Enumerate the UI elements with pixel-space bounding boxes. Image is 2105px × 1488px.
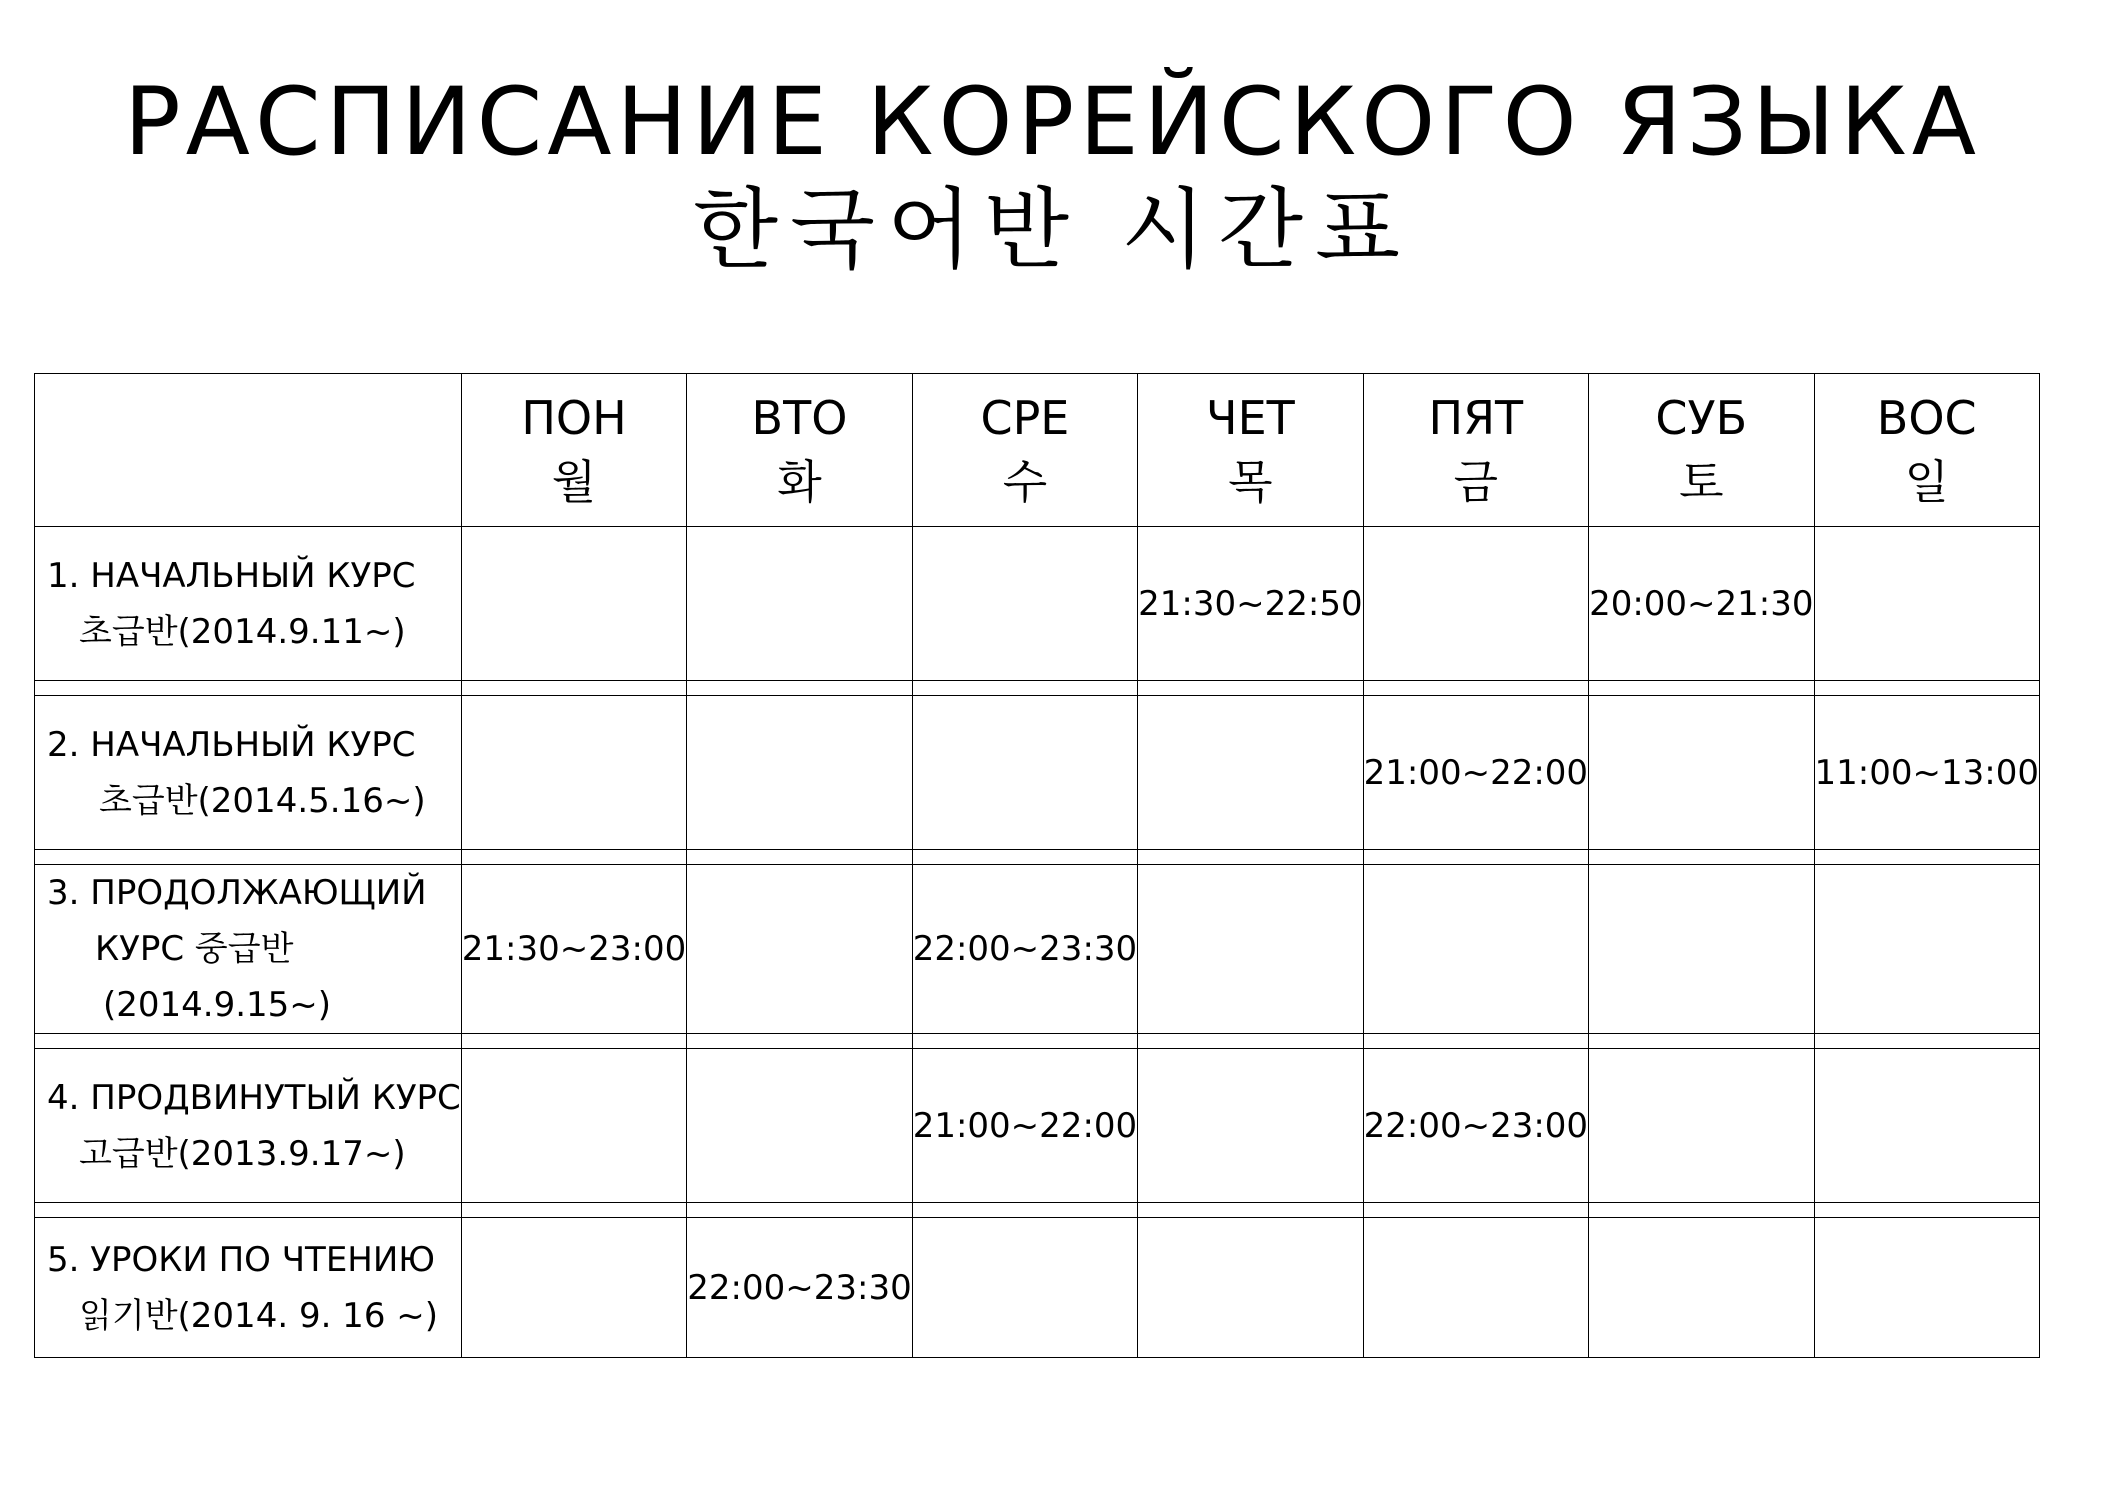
course-label xyxy=(35,865,462,1034)
time-cell xyxy=(912,527,1137,681)
day-ko: 금 xyxy=(1453,455,1499,509)
time-cell xyxy=(1814,1218,2039,1358)
time-cell xyxy=(1138,1218,1363,1358)
time-cell xyxy=(461,527,686,681)
course-label-line: 고급반(2013.9.17~) xyxy=(79,1133,406,1174)
day-ko: 일 xyxy=(1904,455,1949,509)
time-cell xyxy=(1363,527,1588,681)
day-ko: 월 xyxy=(551,455,597,509)
page-subtitle: 한국어반 시간표 xyxy=(692,178,1413,281)
time-cell: 11:00~13:00 xyxy=(1814,696,2039,850)
time-cell xyxy=(1138,1049,1363,1203)
course-row xyxy=(35,1049,2040,1203)
course-label xyxy=(35,1049,462,1203)
row-spacer xyxy=(35,1034,2040,1049)
time-cell xyxy=(687,1049,912,1203)
row-spacer xyxy=(35,681,2040,696)
header-row xyxy=(35,374,2040,527)
time-cell xyxy=(687,696,912,850)
time-cell: 20:00~21:30 xyxy=(1589,527,1814,681)
time-cell xyxy=(1363,865,1588,1034)
time-cell xyxy=(461,1049,686,1203)
time-cell xyxy=(1138,696,1363,850)
time-cell xyxy=(461,696,686,850)
course-row xyxy=(35,865,2040,1034)
time-cell: 21:00~22:00 xyxy=(1363,696,1588,850)
day-header-mon xyxy=(461,374,686,527)
course-label-line: 5. УРОКИ ПО ЧТЕНИЮ xyxy=(47,1239,436,1280)
day-header-fri xyxy=(1363,374,1588,527)
course-row xyxy=(35,527,2040,681)
time-cell xyxy=(1589,696,1814,850)
time-cell xyxy=(1589,1218,1814,1358)
course-label-line: 1. НАЧАЛЬНЫЙ КУРС xyxy=(47,555,416,596)
time-cell xyxy=(687,527,912,681)
time-cell xyxy=(912,696,1137,850)
day-ru: ВОС xyxy=(1876,391,1977,445)
time-cell: 22:00~23:30 xyxy=(687,1218,912,1358)
day-ru: ЧЕТ xyxy=(1206,391,1295,445)
time-cell xyxy=(1589,1049,1814,1203)
time-cell: 21:30~22:50 xyxy=(1138,527,1363,681)
time-cell xyxy=(1589,865,1814,1034)
day-header-thu xyxy=(1138,374,1363,527)
day-ru: ПОН xyxy=(521,391,627,445)
page-title: РАСПИСАНИЕ КОРЕЙСКОГО ЯЗЫКА xyxy=(123,68,1982,177)
course-label-line: 2. НАЧАЛЬНЫЙ КУРС xyxy=(47,724,416,765)
time-cell: 21:30~23:00 xyxy=(461,865,686,1034)
course-row xyxy=(35,696,2040,850)
course-label xyxy=(35,1218,462,1358)
time-cell: 22:00~23:00 xyxy=(1363,1049,1588,1203)
day-header-tue xyxy=(687,374,912,527)
day-ko: 토 xyxy=(1679,455,1724,509)
time-cell xyxy=(1363,1218,1588,1358)
day-ru: ВТО xyxy=(751,391,848,445)
course-row xyxy=(35,1218,2040,1358)
day-ko: 화 xyxy=(777,455,822,509)
day-header-sat xyxy=(1589,374,1814,527)
time-cell xyxy=(1138,865,1363,1034)
row-spacer xyxy=(35,1203,2040,1218)
header-corner-cell xyxy=(35,374,462,527)
day-ru: ПЯТ xyxy=(1428,391,1524,445)
day-header-sun xyxy=(1814,374,2039,527)
course-label-line: 4. ПРОДВИНУТЫЙ КУРС xyxy=(47,1077,461,1118)
day-ko: 수 xyxy=(1002,455,1048,509)
course-label xyxy=(35,527,462,681)
day-header-wed xyxy=(912,374,1137,527)
course-label-line: 초급반(2014.9.11~) xyxy=(79,611,406,652)
course-label xyxy=(35,696,462,850)
time-cell: 21:00~22:00 xyxy=(912,1049,1137,1203)
course-label-line: (2014.9.15~) xyxy=(103,985,332,1025)
day-ru: СУБ xyxy=(1655,391,1748,445)
time-cell xyxy=(1814,865,2039,1034)
course-label-line: 읽기반(2014. 9. 16 ~) xyxy=(79,1295,439,1336)
time-cell xyxy=(1814,1049,2039,1203)
row-spacer xyxy=(35,850,2040,865)
day-ru: СРЕ xyxy=(980,391,1070,445)
schedule-table xyxy=(34,373,2040,1358)
course-label-line: КУРС 중급반 xyxy=(95,929,294,969)
time-cell xyxy=(687,865,912,1034)
time-cell xyxy=(461,1218,686,1358)
time-cell: 22:00~23:30 xyxy=(912,865,1137,1034)
course-label-line: 3. ПРОДОЛЖАЮЩИЙ xyxy=(47,873,427,913)
course-label-line: 초급반(2014.5.16~) xyxy=(99,780,426,821)
time-cell xyxy=(1814,527,2039,681)
time-cell xyxy=(912,1218,1137,1358)
day-ko: 목 xyxy=(1228,455,1273,509)
